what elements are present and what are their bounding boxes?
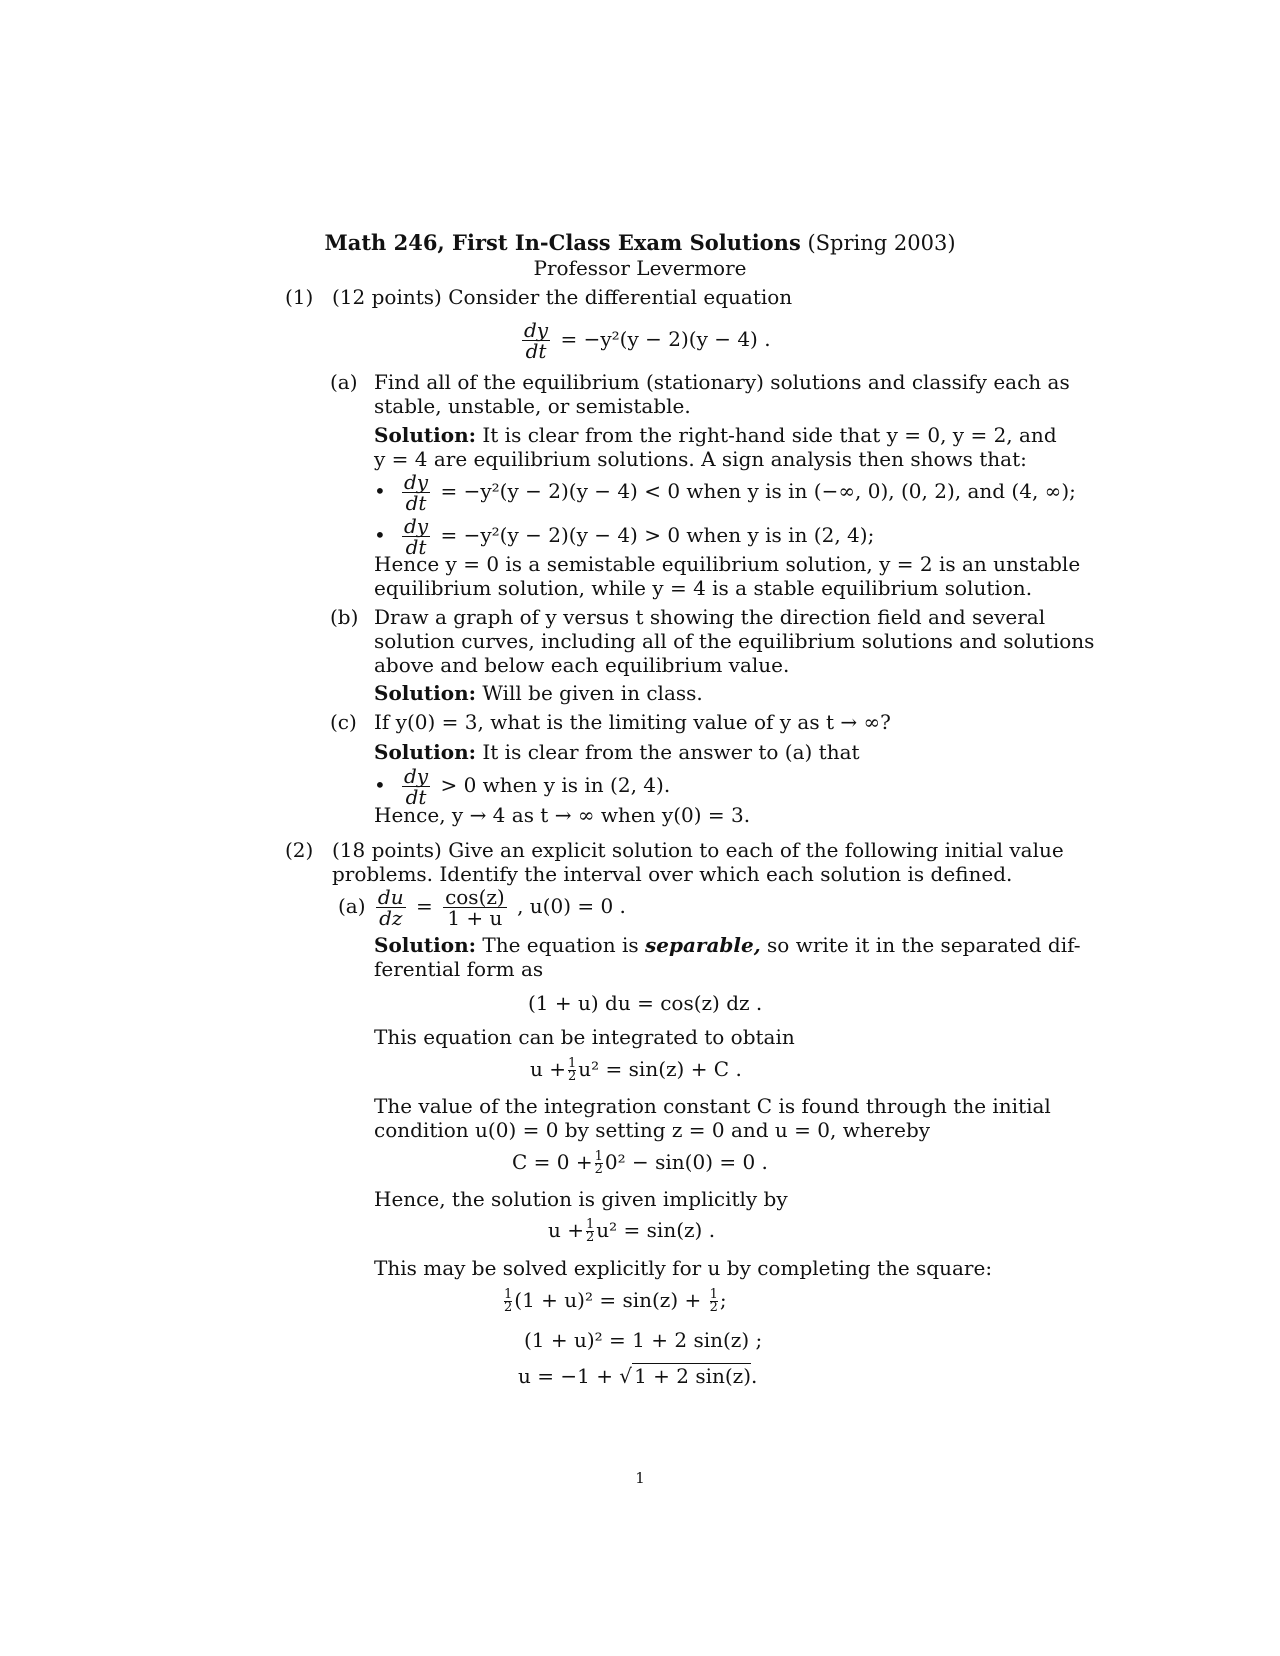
p1b-q2: solution curves, including all of the equilibrium solutions and solutions [374, 629, 1095, 653]
p1c-label: (c) [330, 710, 357, 734]
title-bold: Math 246, First In-Class Exam Solutions [324, 230, 801, 255]
p2-intro2: problems. Identify the interval over which each solution is defined. [332, 862, 1013, 886]
p1c-h1: Hence, y → 4 as t → ∞ when y(0) = 3. [374, 803, 751, 827]
p1a-h2: equilibrium solution, while y = 4 is a stable equilibrium solution. [374, 576, 1033, 600]
p1a-bullet2: • $\frac{dy}{dt}$ = −y²(y − 2)(y − 4) > 0 when y is in (2, 4); [374, 514, 875, 559]
eq-rhs: = −y²(y − 2)(y − 4) . [560, 327, 771, 351]
p1b-solution: Solution: Will be given in class. [374, 681, 703, 705]
p1a-h1: Hence y = 0 is a semistable equilibrium solution, y = 2 is an unstable [374, 552, 1081, 576]
p1-label: (1) [285, 285, 314, 309]
p2-intro1: (18 points) Give an explicit solution to each of the following initial value [332, 838, 1064, 862]
p1a-s2: y = 4 are equilibrium solutions. A sign analysis then shows that: [374, 447, 1027, 471]
p1c-q1: If y(0) = 3, what is the limiting value of y as t → ∞? [374, 710, 891, 734]
p1b-label: (b) [330, 605, 359, 629]
p1a-solution: Solution: It is clear from the right-hand side that y = 0, y = 2, and [374, 423, 1057, 447]
p2a-eq4: u + $\frac{1}{2}$ u² = sin(z) . [548, 1217, 716, 1245]
p1c-bullet: • $\frac{dy}{dt}$ > 0 when y is in (2, 4). [374, 764, 671, 809]
p2a-t2b: condition u(0) = 0 by setting z = 0 and u = 0, whereby [374, 1118, 931, 1142]
p2a-t4: This may be solved explicitly for u by completing the square: [374, 1256, 993, 1280]
p2a-eq7: u = −1 + √ 1 + 2 sin(z). [518, 1364, 758, 1388]
p1c-solution: Solution: It is clear from the answer to (a) that [374, 740, 860, 764]
p2a-eq1: (1 + u) du = cos(z) dz . [528, 991, 763, 1015]
exam-title [0, 231, 1280, 255]
p1b-q1: Draw a graph of y versus t showing the direction field and several [374, 605, 1046, 629]
p1b-q3: above and below each equilibrium value. [374, 653, 790, 677]
eq-fraction: $\frac{dy}{dt}$ [524, 318, 549, 363]
p1a-q1: Find all of the equilibrium (stationary) solutions and classify each as [374, 370, 1070, 394]
p2a-eq6: (1 + u)² = 1 + 2 sin(z) ; [524, 1328, 763, 1352]
p1a-label: (a) [330, 370, 358, 394]
p2a-eq3: C = 0 + $\frac{1}{2}$ 0² − sin(0) = 0 . [512, 1149, 768, 1177]
p2-label: (2) [285, 838, 314, 862]
professor-line: Professor Levermore [533, 256, 747, 280]
p1-intro: (12 points) Consider the differential equation [332, 285, 793, 309]
p1-equation [518, 320, 771, 361]
p2a-eq2: u + $\frac{1}{2}$ u² = sin(z) + C . [530, 1056, 742, 1084]
page-number: 1 [635, 1469, 645, 1487]
p1a-bullet1: • $\frac{dy}{dt}$ = −y²(y − 2)(y − 4) < 0 when y is in (−∞, 0), (0, 2), and (4, ∞); [374, 470, 1076, 515]
p2a-t2a: The value of the integration constant C is found through the initial [374, 1094, 1051, 1118]
p2a-problem: (a) $\frac{du}{dz}$ = $\frac{\cos(z)}{1 + u}$ , u(0) = 0 . [338, 885, 626, 930]
p2a-t1: This equation can be integrated to obtain [374, 1025, 795, 1049]
title-term: (Spring 2003) [807, 231, 956, 255]
p1a-q2: stable, unstable, or semistable. [374, 394, 691, 418]
p2a-solution: Solution: The equation is separable, so write it in the separated dif- [374, 933, 1081, 957]
p2a-eq5: $\frac{1}{2}$ (1 + u)² = sin(z) + $\frac{1}{2}$ ; [504, 1287, 727, 1315]
p2a-t3: Hence, the solution is given implicitly by [374, 1187, 788, 1211]
p2a-s2: ferential form as [374, 957, 544, 981]
